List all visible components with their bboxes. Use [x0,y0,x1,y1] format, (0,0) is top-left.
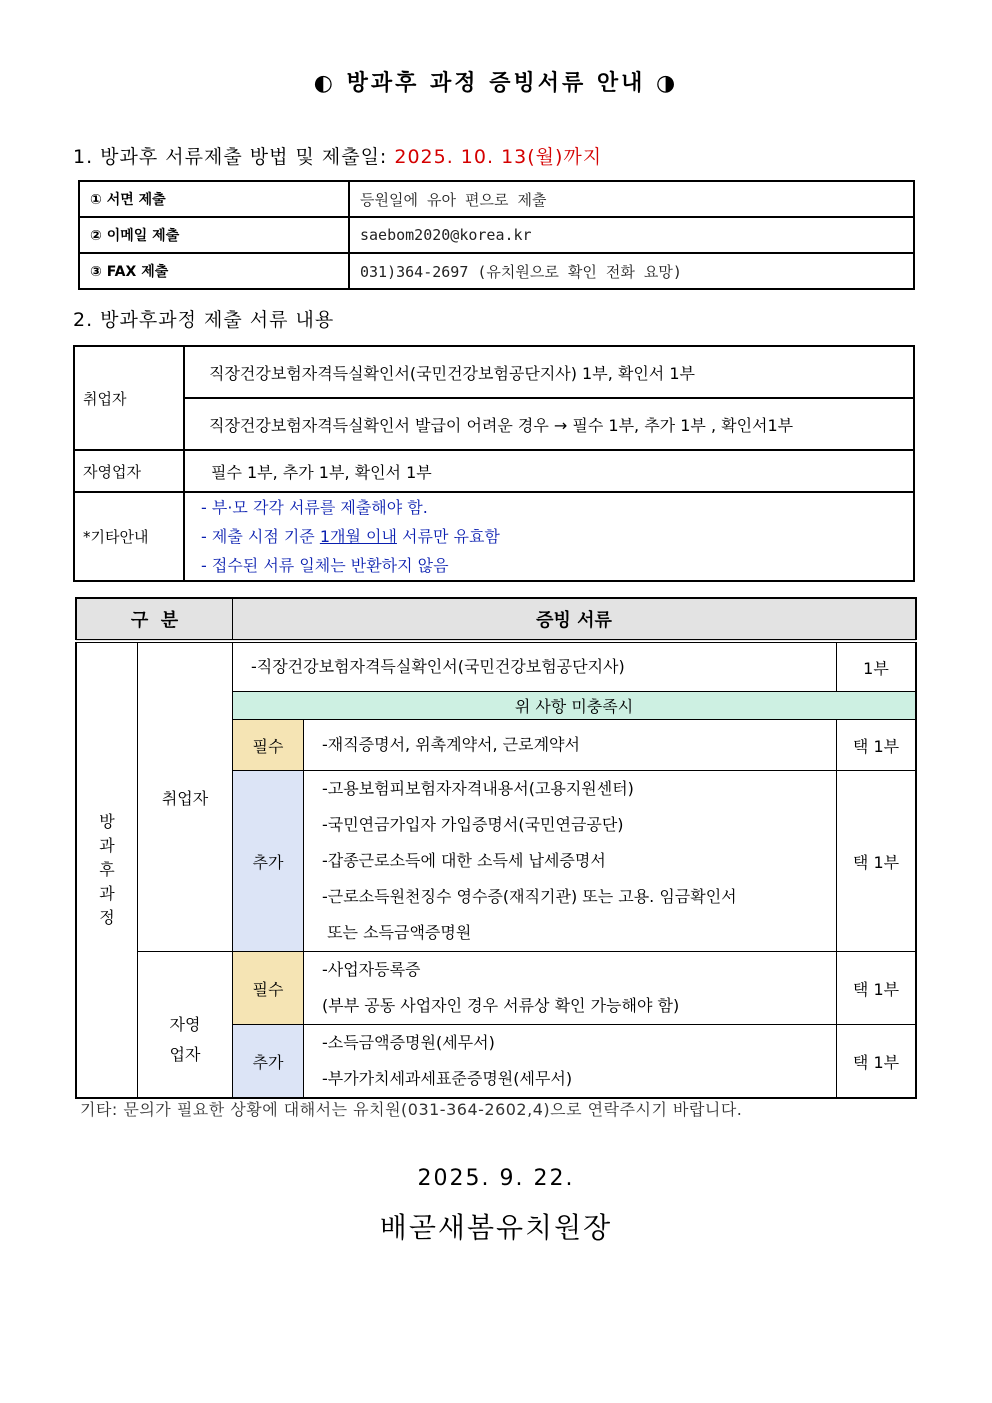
document-item: (부부 공동 사업자인 경우 서류상 확인 가능해야 함) [322,996,680,1015]
document-item: -국민연금가입자 가입증명서(국민연금공단) [322,815,624,834]
additional-count: 택 1부 [837,1025,917,1099]
document-item: -갑종근로소득에 대한 소득세 납세증명서 [322,851,606,870]
document-date: 2025. 9. 22. [417,1166,575,1191]
self-employed-label: 자영업자 [74,450,184,492]
group-label-line: 업자 [169,1044,201,1064]
signature: 배곧새봄유치원장 [379,1211,613,1244]
additional-label: 추가 [233,1025,304,1099]
program-char: 과 [99,884,115,903]
validity-period: 1개월 이내 [319,527,397,546]
program-label [76,641,138,1098]
group-label-line: 자영 [169,1014,201,1034]
proof-documents-table [75,597,917,1099]
document-item: -근로소득원천징수 영수증(재직기관) 또는 고용. 임금확인서 [322,887,737,906]
self-employed-group-label [138,952,233,1099]
section2-heading: 2. 방과후과정 제출 서류 내용 [73,309,335,331]
required-documents [304,952,837,1025]
required-label: 필수 [233,952,304,1025]
table-row [76,641,916,692]
required-count: 택 1부 [837,720,917,771]
contact-note: 기타: 문의가 필요한 상황에 대해서는 유치원(031-364-2602,4)으로 연락주시기 바랍니다. [80,1100,743,1119]
document-item: 또는 소득금액증명원 [322,923,472,942]
table-row [74,398,914,450]
document-item: -고용보험피보험자자격내용서(고용지원센터) [322,779,634,798]
other-info-line [201,522,913,551]
email-address[interactable]: saebom2020@korea.kr [349,217,914,253]
additional-label: 추가 [233,771,304,952]
method-detail: 등원일에 유아 편으로 제출 [349,181,914,217]
method-label: ① 서면 제출 [79,181,349,217]
required-document: -재직증명서, 위촉계약서, 근로계약서 [304,720,837,771]
program-char: 과 [99,836,115,855]
table-row [74,450,914,492]
document-item: -사업자등록증 [322,960,421,979]
header-category-text: 구 분 [130,610,179,631]
employed-line2: 직장건강보험자격득실확인서 발급이 어려운 경우 → 필수 1부, 추가 1부 , 확인서1부 [184,398,914,450]
primary-count: 1부 [837,641,917,692]
additional-count: 택 1부 [837,771,917,952]
document-item: -부가가치세과세표준증명원(세무서) [322,1069,573,1088]
program-char: 정 [99,908,115,927]
required-documents-summary-table [73,345,915,582]
program-char: 방 [99,812,115,831]
other-info-label: *기타안내 [74,492,184,581]
method-label: ③ FAX 제출 [79,253,349,289]
additional-documents [304,1025,837,1099]
section1-label: 1. 방과후 서류제출 방법 및 제출일: [73,146,395,168]
method-label: ② 이메일 제출 [79,217,349,253]
additional-documents [304,771,837,952]
document-item: -소득금액증명원(세무서) [322,1033,495,1052]
employed-label: 취업자 [74,346,184,450]
method-detail: 031)364-2697 (유치원으로 확인 전화 요망) [349,253,914,289]
program-char: 후 [99,860,115,879]
primary-document: -직장건강보험자격득실확인서(국민건강보험공단지사) [233,641,837,692]
employed-group-label: 취업자 [138,641,233,952]
table-row [74,492,914,581]
fallback-banner: 위 사항 미충족시 [233,692,917,720]
other-info-text: 서류만 유효함 [396,527,500,546]
document-title: ◐ 방과후 과정 증빙서류 안내 ◑ [313,71,679,96]
submission-methods-table [78,180,915,290]
table-row [79,217,914,253]
other-info-content [184,492,914,581]
table-header-row [76,598,916,641]
required-count: 택 1부 [837,952,917,1025]
table-row [76,952,916,1025]
submission-deadline: 2025. 10. 13(월)까지 [394,146,603,168]
table-row [79,181,914,217]
other-info-line: - 접수된 서류 일체는 반환하지 않음 [201,556,449,575]
header-documents: 증빙 서류 [233,598,917,641]
table-row [79,253,914,289]
header-category [76,598,233,641]
self-employed-text: 필수 1부, 추가 1부, 확인서 1부 [184,450,914,492]
other-info-text: - 제출 시점 기준 [201,527,320,546]
table-row [74,346,914,398]
other-info-line: - 부·모 각각 서류를 제출해야 함. [201,498,428,517]
required-label: 필수 [233,720,304,771]
section1-heading [73,142,602,169]
employed-line1: 직장건강보험자격득실확인서(국민건강보험공단지사) 1부, 확인서 1부 [184,346,914,398]
